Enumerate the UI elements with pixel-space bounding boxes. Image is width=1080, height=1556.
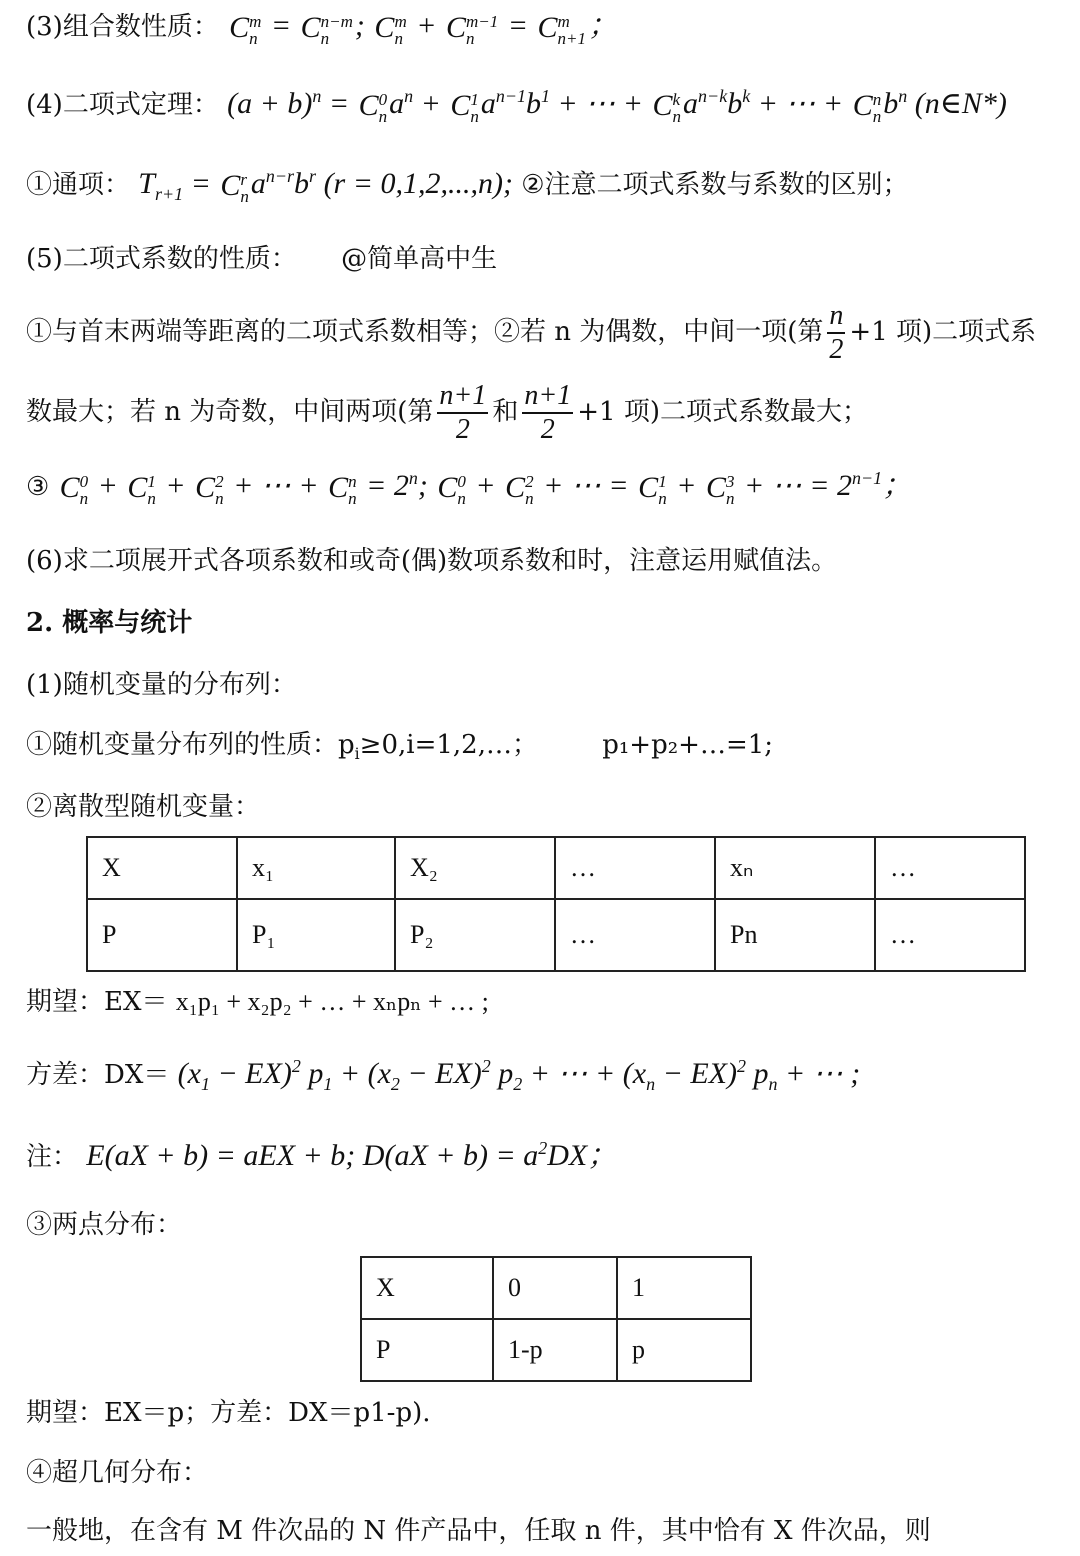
sum-line	[26, 468, 912, 507]
general-term-line	[26, 166, 909, 205]
distribution-property-line: ①随机变量分布列的性质：$p_i\ge 0,i=1,2,\dots$； p₁+p₂+…=1;	[26, 730, 774, 764]
two-point-table	[360, 1256, 752, 1382]
general-term-range: (r = 0,1,2,...,n);	[323, 167, 513, 200]
sum-formula: C 0 n + C 1 n + C 2 n + ⋯ + C n n = $2^n$; C 0 n + C 2 n + ⋯ = C 1 n + C 3 n + ⋯ = $2^{n-1}$；	[59, 468, 913, 508]
property-text-2a: 数最大；若 n 为奇数，中间两项(第	[26, 397, 434, 428]
discrete-distribution-table	[86, 836, 1026, 972]
distribution-sum: p₁+p₂+…=1;	[602, 730, 774, 760]
table-cell: 1	[617, 1257, 751, 1319]
binomial-theorem-line	[26, 86, 1007, 125]
general-term-note: ②注意二项式系数与系数的区别；	[521, 170, 909, 200]
hypergeometric-heading: ④超几何分布：	[26, 1458, 209, 1488]
property-text-2b: +1 项)二项式系数最大；	[577, 397, 868, 428]
table-cell: P₂	[395, 899, 555, 971]
table-cell: …	[555, 837, 715, 899]
property-line-1	[26, 300, 1036, 366]
property-text-1b: +1 项)二项式系	[849, 317, 1037, 348]
coefficient-properties-heading	[26, 244, 497, 275]
general-term-label: ①通项：	[26, 170, 131, 200]
property-line-2	[26, 380, 868, 446]
table-cell: p	[617, 1319, 751, 1381]
table-cell: …	[875, 837, 1025, 899]
table-cell: …	[875, 899, 1025, 971]
hypergeometric-text: 一般地，在含有 M 件次品的 N 件产品中，任取 n 件，其中恰有 X 件次品，则	[26, 1516, 931, 1546]
table-row	[361, 1257, 751, 1319]
variance-label: 方差：DX＝	[26, 1060, 170, 1090]
sum-circle: ③	[26, 472, 50, 502]
expectation-line	[26, 986, 489, 1018]
property-text-1a: ①与首末两端等距离的二项式系数相等；②若 n 为偶数，中间一项(第	[26, 317, 824, 348]
table-cell: P	[87, 899, 237, 971]
table-cell: x₁	[237, 837, 395, 899]
table-cell: 1-p	[493, 1319, 617, 1381]
variance-line	[26, 1056, 860, 1092]
table-cell: Pn	[715, 899, 875, 971]
table-cell: P₁	[237, 899, 395, 971]
note-label: 注：	[26, 1142, 79, 1172]
table-row	[87, 899, 1025, 971]
binomial-formula: $(a + b)^n = C$ 0 n $a^n + C$ 1 n $a^{n-1}b^1$ + ⋯ + C k n $a^{n-k}b^k$ + ⋯ + C n n $b^n$	[227, 86, 908, 126]
watermark-text: @简单高中生	[341, 244, 498, 274]
fraction-n-over-2: $\frac{n}{2}$	[829, 300, 844, 366]
binomial-label: (4)二项式定理：	[26, 90, 219, 120]
table-cell: X₂	[395, 837, 555, 899]
table-row	[361, 1319, 751, 1381]
section-2-title: 2. 概率与统计	[26, 608, 193, 638]
table-cell: 0	[493, 1257, 617, 1319]
property-and: 和	[492, 397, 519, 428]
expectation-formula: x₁p₁ + x₂p₂ + … + xₙpₙ + … ;	[175, 987, 489, 1016]
variance-formula: $(x_1 - EX)^2$ $p_1 + (x_2 - EX)^2$ $p_2$ + ⋯ + $(x_n - EX)^2$ $p_n$ + ⋯ ;	[177, 1056, 861, 1094]
table-cell: P	[361, 1319, 493, 1381]
binomial-domain: (n∈N*)	[914, 87, 1007, 120]
two-point-result: 期望：EX＝p；方差：DX＝p1-p).	[26, 1398, 431, 1428]
note-line	[26, 1138, 617, 1174]
combination-label: (3)组合数性质：	[26, 12, 219, 42]
table-cell: X	[87, 837, 237, 899]
combination-formula: C m n = C n−m n ; C m n + C m−1 n = C m n+1 ；	[229, 9, 618, 48]
assignment-method-line: (6)求二项展开式各项系数和或奇(偶)数项系数和时，注意运用赋值法。	[26, 546, 838, 576]
fraction-n-plus-1-over-2-a: $\frac{n+1}{2}$	[439, 380, 487, 446]
table-row	[87, 837, 1025, 899]
table-cell: X	[361, 1257, 493, 1319]
distribution-property-rest: ≥0,i=1,2,…；	[359, 730, 538, 760]
expectation-label: 期望：EX＝	[26, 987, 168, 1017]
combination-properties-line	[26, 8, 618, 47]
discrete-heading: ②离散型随机变量：	[26, 792, 261, 822]
coefficient-properties-label: (5)二项式系数的性质：	[26, 244, 297, 274]
general-term-formula: $T_{r+1} = C$ r n $a^{n-r}b^r$	[138, 166, 317, 206]
fraction-n-plus-1-over-2-b: $\frac{n+1}{2}$	[524, 380, 572, 446]
distribution-property-text: ①随机变量分布列的性质：p	[26, 730, 355, 760]
table-cell: …	[555, 899, 715, 971]
two-point-heading: ③两点分布：	[26, 1210, 183, 1240]
table-cell: xₙ	[715, 837, 875, 899]
distribution-heading: (1)随机变量的分布列：	[26, 670, 297, 700]
note-formula: E(aX + b) = aEX + b; $D(aX + b) = a^2DX$；	[86, 1138, 618, 1172]
